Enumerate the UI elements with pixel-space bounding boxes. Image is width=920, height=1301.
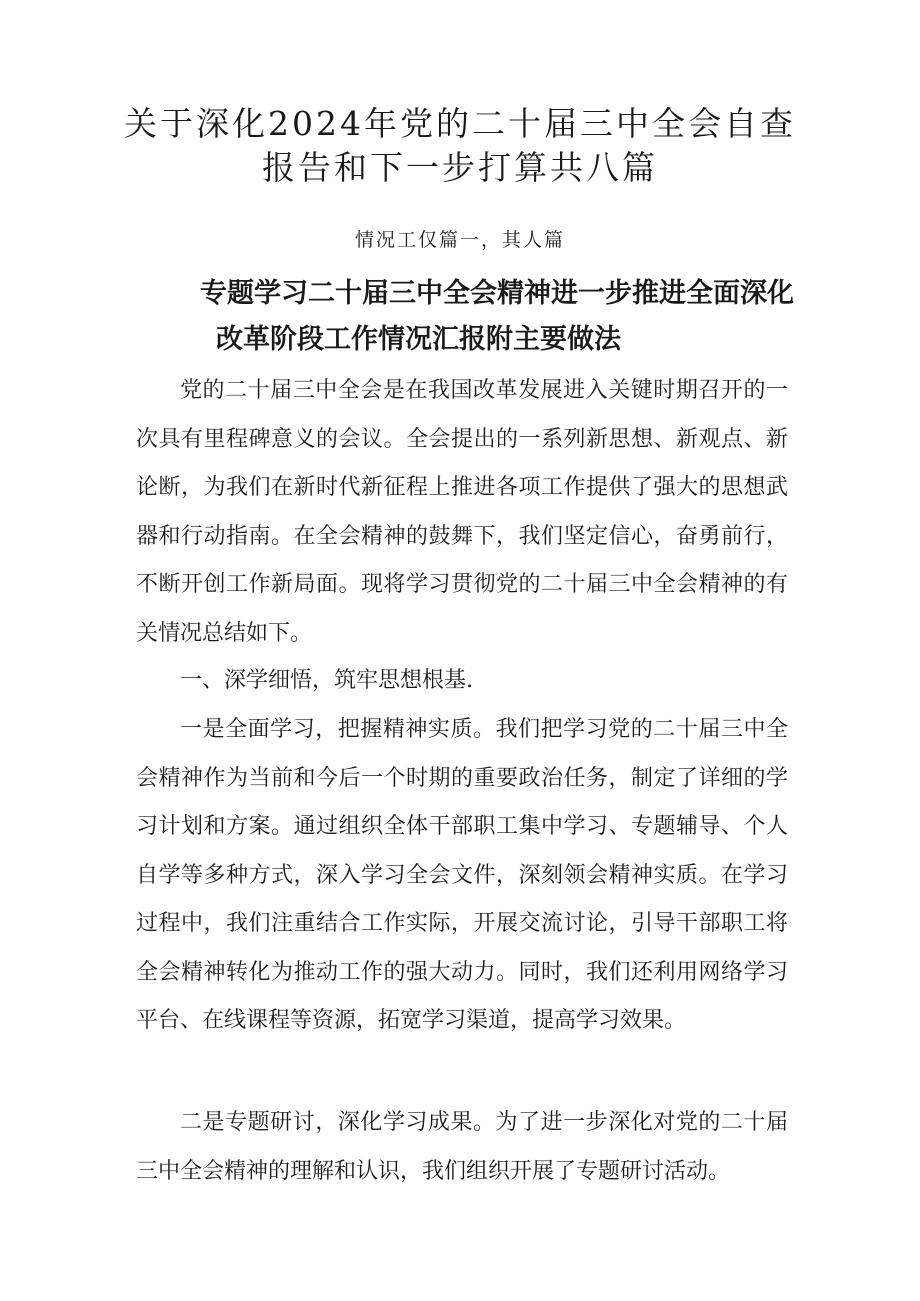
document-title-line-2: 报告和下一步打算共八篇 [262,148,658,187]
body-paragraph-point-one: 一是全面学习，把握精神实质。我们把学习党的二十届三中全会精神作为当前和今后一个时期的重要政治任务，制定了详细的学习计划和方案。通过组织全体干部职工集中学习、专题辅导、个人自学等多种方式，深入学习全会文件，深刻领会精神实质。在学习过程中，我们注重结合工作实际，开展交流讨论，引导干部职工将全会精神转化为推动工作的强大动力。同时，我们还利用网络学习平台、在线课程等资源，拓宽学习渠道，提高学习效果。 [136,717,788,1033]
section-heading-line-1: 专题学习二十届三中全会精神进一步推进全面深化 [200,278,794,309]
document-subtitle: 情况工仅篇一，其人篇 [354,229,565,251]
body-paragraph-point-two: 二是专题研讨，深化学习成果。为了进一步深化对党的二十届三中全会精神的理解和认识，我们组织开展了专题研讨活动。 [136,1110,788,1184]
section-heading-line-2: 改革阶段工作情况汇报附主要做法 [216,324,621,355]
body-paragraph-intro: 党的二十届三中全会是在我国改革发展进入关键时期召开的一次具有里程碑意义的会议。全会提出的一系列新思想、新观点、新论断，为我们在新时代新征程上推进各项工作提供了强大的思想武器和行动指南。在全会精神的鼓舞下，我们坚定信心，奋勇前行，不断开创工作新局面。现将学习贯彻党的二十届三中全会精神的有关情况总结如下。 [136,378,788,646]
body-paragraph-section-one-heading: 一、深学细悟，筑牢思想根基. [180,668,473,693]
document-title-line-1: 关于深化2024年党的二十届三中全会自查 [124,104,796,143]
